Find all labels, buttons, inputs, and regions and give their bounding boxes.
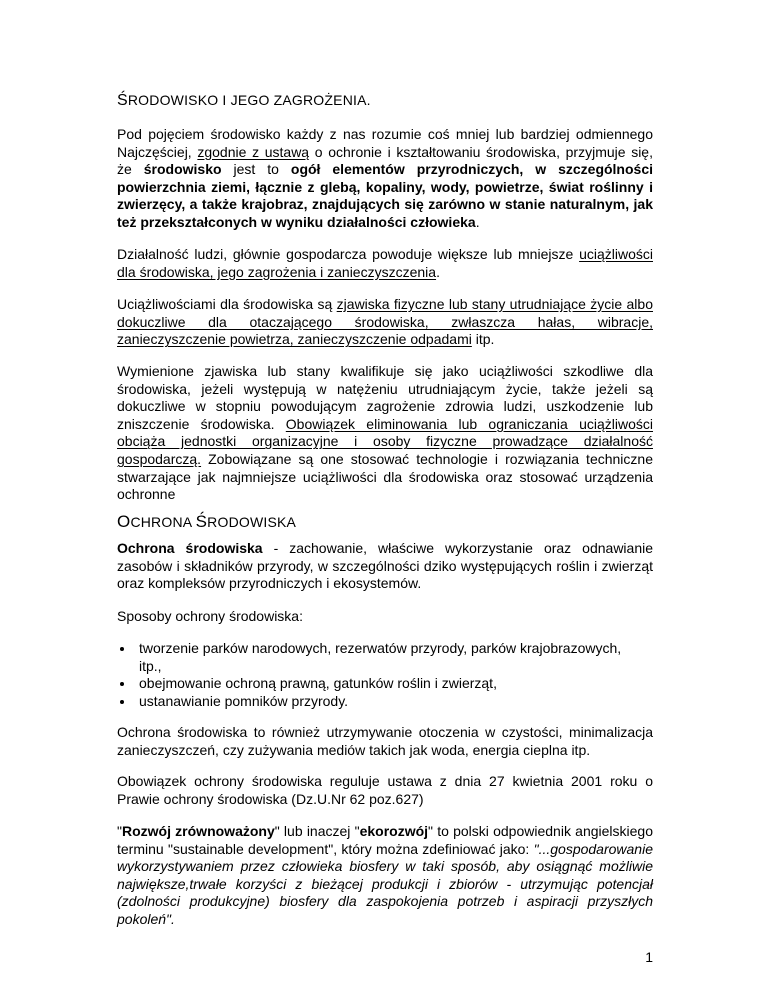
link-ustawa: zgodnie z ustawą [197,143,310,160]
list-item: tworzenie parków narodowych, rezerwatów przyrody, parków krajobrazowych, itp., [117,640,653,675]
paragraph-law: Obowiązek ochrony środowiska reguluje ustawa z dnia 27 kwietnia 2001 roku o Prawie ochrony środowiska (Dz.U.Nr 62 poz.627) [117,773,653,807]
paragraph-cleanliness: Ochrona środowiska to również utrzymywanie otoczenia w czystości, minimalizacja zanieczyszczeń, czy zużywania mediów takich jak woda, energia cieplna itp. [117,724,653,758]
section-heading-protection: OCHRONA ŚRODOWISKA [117,512,297,531]
paragraph-human-activity: Działalność ludzi, głównie gospodarcza powoduje większe lub mniejsze uciążliwości dla środowiska, jego zagrożenia i zanieczyszczenia. [117,246,653,280]
list-item: ustanawianie pomników przyrody. [117,693,653,711]
paragraph-harmful-phenomena: Wymienione zjawiska lub stany kwalifikuje się jako uciążliwości szkodliwe dla środowiska, jeżeli występują w natężeniu utrudniającym życie, także jeżeli są dokuczliwe w stopniu powodującym zagrożenie zdrowia ludzi, uszkodzenie lub zniszczenie środowiska. Obowiązek eliminowania lub ograniczania uciążliwości obciąża jednostki organizacyjne i osoby fizyczne prowadzące działalność gospodarczą. Zobowiązane są one stosować technologie i rozwiązania techniczne stwarzające jak najmniejsze uciążliwości dla środowiska oraz stosować urządzenia ochronne [117,363,653,503]
list-item: obejmowanie ochroną prawną, gatunków roślin i zwierząt, [117,675,653,693]
document-page [117,0,653,994]
paragraph-methods-intro: Sposoby ochrony środowiska: [117,608,303,624]
paragraph-nuisances: Uciążliwościami dla środowiska są zjawiska fizyczne lub stany utrudniające życie albo dokuczliwe dla otaczającego środowiska, zwłaszcza hałas, wibracje, zanieczyszczenie powietrza, zanieczyszczenie odpadami itp. [117,296,653,348]
methods-list [117,640,653,710]
section-heading-environment: ŚRODOWISKO I JEGO ZAGROŻENIA. [117,92,371,109]
paragraph-definition: Pod pojęciem środowisko każdy z nas rozumie coś mniej lub bardziej odmiennego Najczęściej, zgodnie z ustawą o ochronie i kształtowaniu środowiska, przyjmuje się, że środowisko jest to ogół elementów przyrodniczych, w szczególności powierzchnia ziemi, łącznie z glebą, kopaliny, wody, powietrze, świat roślinny i zwierzęcy, a także krajobraz, znajdujących się zarówno w stanie naturalnym, jak też przekształconych w wyniku działalności człowieka. [117,126,653,230]
page-number: 1 [645,949,653,965]
paragraph-sustainable-development: "Rozwój zrównoważony" lub inaczej "ekorozwój" to polski odpowiednik angielskiego terminu "sustainable development", który można zdefiniować jako: "...gospodarowanie wykorzystywaniem przez człowieka biosfery w taki sposób, aby osiągnąć możliwie największe,trwałe korzyści z bieżącej produkcji i zbiorów - utrzymując potencjał (zdolności produkcyjne) biosfery dla zaspokojenia potrzeb i aspiracji przyszłych pokoleń". [117,823,653,927]
paragraph-protection-definition: Ochrona środowiska - zachowanie, właściwe wykorzystanie oraz odnawianie zasobów i składników przyrody, w szczególności dziko występujących roślin i zwierząt oraz kompleksów przyrodniczych i ekosystemów. [117,540,654,592]
